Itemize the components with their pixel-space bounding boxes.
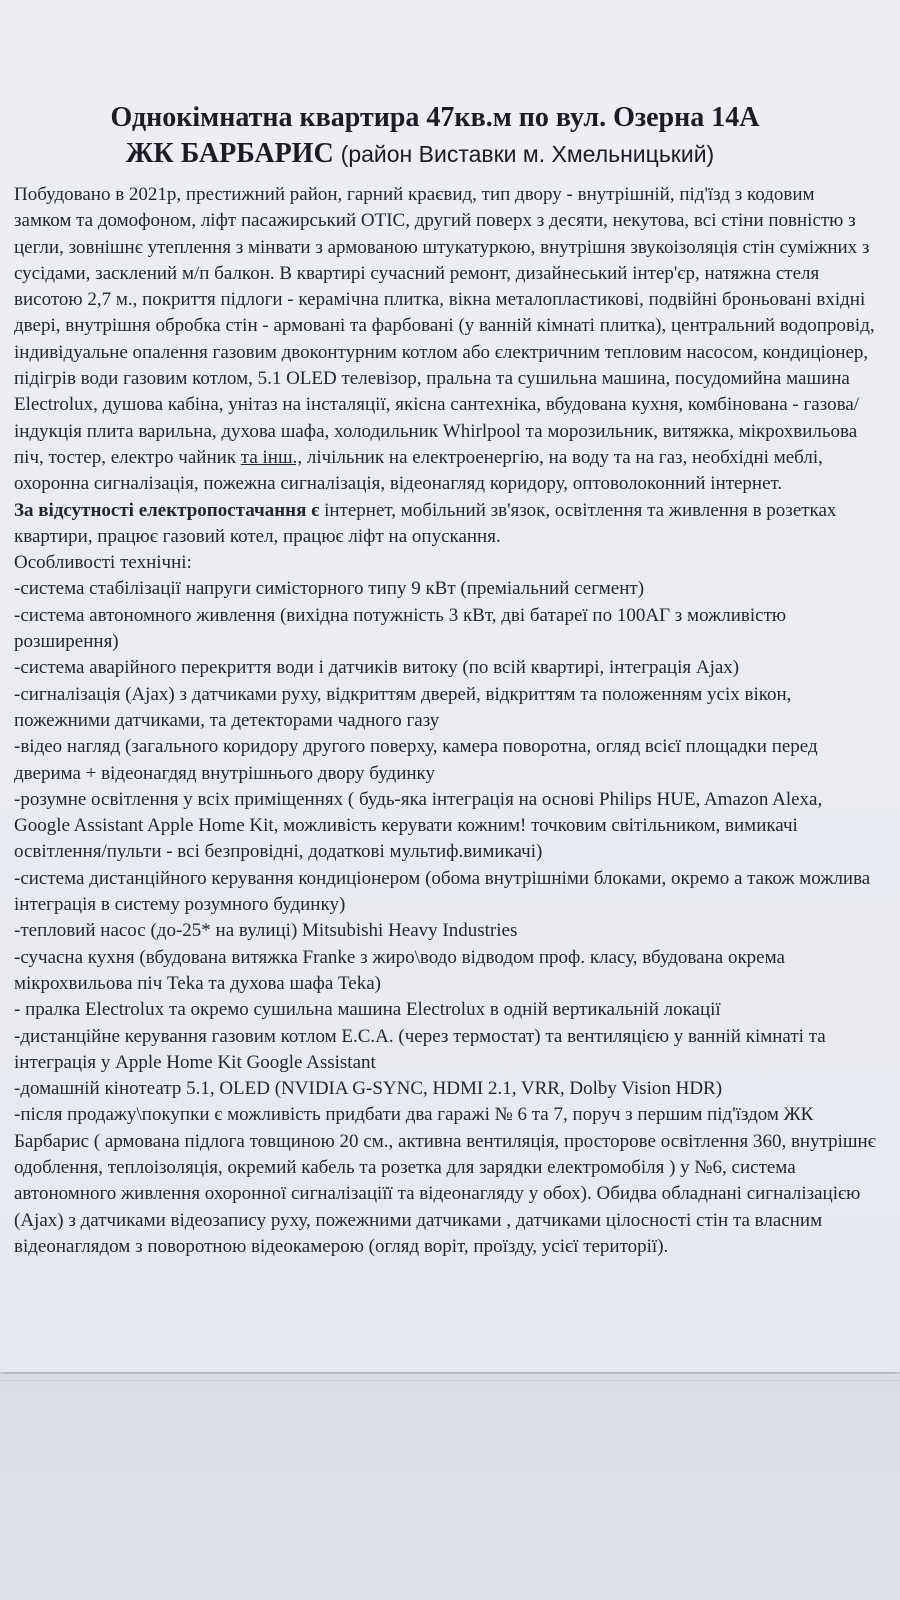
feature-item: -відео нагляд (загального коридору другого поверху, камера поворотна, огляд всієї площадки перед дверима + відеонагдяд внутрішнього двору будинку (14, 736, 818, 784)
title-line-2 (0, 136, 900, 172)
features-heading: Особливості технічні: (14, 552, 192, 574)
outage-paragraph (14, 498, 876, 551)
title-line-1: Однокімнатна квартира 47кв.м по вул. Озерна 14А (110, 102, 760, 133)
feature-item: -сигналізація (Ajax) з датчиками руху, відкриттям дверей, відкриттям та положенням усіх вікон, пожежними датчиками, та детекторами чадного газу (14, 683, 792, 731)
feature-item: - пралка Electrolux та окремо сушильна машина Electrolux в одній вертикальній локації (14, 999, 721, 1021)
intro-paragraph (14, 182, 876, 498)
document-body (14, 182, 876, 1260)
outage-text: інтернет, мобільний зв'язок, освітлення та живлення в розетках квартири, працює газовий котел, працює ліфт на опускання. (14, 499, 837, 547)
district-note: (район Виставки м. Хмельницький) (340, 141, 715, 167)
feature-item: -тепловий насос (до-25* на вулиці) Mitsubishi Heavy Industries (14, 920, 518, 942)
feature-item: -розумне освітлення у всіх приміщеннях ( будь-яка інтеграція на основі Philips HUE, Amazon Alexa, Google Assistant Apple Home Kit, можливість керувати кожним! точковим світільником, вимикачі освітлення/пульти - всі безпровідні, додаткові мультиф.вимикачі) (14, 788, 823, 863)
complex-name: ЖК БАРБАРИС (125, 138, 341, 169)
feature-item: -система аварійного перекриття води і датчиків витоку (по всій квартирі, інтеграція Ajax) (14, 657, 740, 679)
background-surface (0, 1374, 900, 1600)
feature-item: -дистанційне керування газовим котлом E.C.A. (через термостат) та вентиляцією у ванній кімнаті та інтеграція у Apple Home Kit Google Assistant (14, 1025, 826, 1073)
intro-text-part-2: лічільник на електроенергію, на воду та на газ, необхідні меблі, охоронна сигналізація, пожежна сигналізація, відеонагляд коридору, оптоволоконний інтернет. (14, 446, 823, 495)
feature-item: -після продажу\покупки є можливість придбати два гаражі № 6 та 7, поруч з першим під'їздом ЖК Барбарис ( армована підлога товщиною 20 см., активна вентиляція, просторове освітлення 360, внутрішнє одоблення, теплоізоляція, окремий кабель та розетка для зарядки електромобіля ) у №6, система автономного живлення охоронної сигналізаціїї та відеонагляду у обох). Обидва обладнані сигналізацією (Ajax) з датчиками відеозапису руху, пожежними датчиками , датчиками цілосності стін та власним відеонаглядом з поворотною відеокамерою (огляд воріт, проїзду, усієї території). (14, 1104, 876, 1257)
feature-item: -система автономного живлення (вихідна потужність 3 кВт, дві батареї по 100АГ з можливістю розширення) (14, 604, 787, 653)
document-title (0, 100, 900, 172)
intro-underlined-text: та інш., (240, 446, 303, 468)
feature-item: -система дистанційного керування кондиціонером (обома внутрішніми блоками, окремо а також можлива інтеграція в систему розумного будинку) (14, 867, 871, 916)
feature-item: -домашній кінотеатр 5.1, OLED (NVIDIA G-SYNC, HDMI 2.1, VRR, Dolby Vision HDR) (14, 1078, 723, 1100)
outage-heading: За відсутності електропостачання (14, 499, 312, 521)
surface-edge (0, 1380, 900, 1381)
feature-item: -система стабілізації напруги симісторного типу 9 кВт (преміальний сегмент) (14, 578, 645, 600)
feature-item: -сучасна кухня (вбудована витяжка Franke з жиро\водо відводом проф. класу, вбудована окрема мікрохвильова піч Teka та духова шафа Teka) (14, 946, 785, 994)
outage-heading-verb: є (311, 499, 320, 521)
intro-text-part-1: Побудовано в 2021р, престижний район, гарний краєвид, тип двору - внутрішній, під'їзд з кодовим замком та домофоном, ліфт пасажирський ОТІС, другий поверх з десяти, некутова, всі стіни повністю з цегли, зовнішнє утеплення з мінвати з армованою штукатуркою, внутрішня звукоізоляція стін суміжних з сусідами, засклений м/п балкон. В квартирі сучасний ремонт, дизайнеський інтер'єр, натяжна стеля висотою 2,7 м., покриття підлоги - керамічна плитка, вікна металопластикові, подвійні броньовані вхідні двері, внутрішня обробка стін - армовані та фарбовані (у ванній кімнаті плитка), центральний водопровід, індивідуальне опалення газовим двоконтурним котлом або єлектричним тепловим насосом, кондиціонер, підігрів води газовим котлом, 5.1 OLED телевізор, пральна та сушильна машина, посудомийна машина Electrolux, душова кабіна, унітаз на інсталяції, якісна сантехніка, вбудована кухня, комбінована - газова/індукція плита варильна, духова шафа, холодильник Whirlpool та морозильник, витяжка, мікрохвильова піч, тостер, електро чайник (14, 184, 875, 468)
